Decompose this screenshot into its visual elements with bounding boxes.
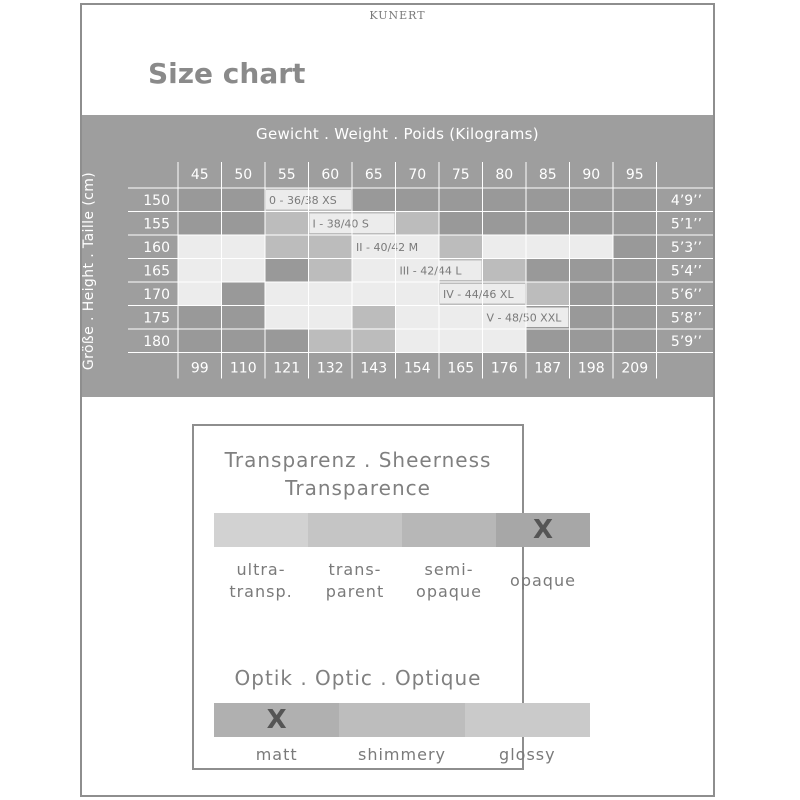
grid-cell xyxy=(265,259,309,283)
label-line: ultra- xyxy=(236,560,286,579)
grid-cell xyxy=(483,329,527,353)
grid-cell xyxy=(570,306,614,330)
weight-top-label: 65 xyxy=(364,167,383,183)
grid-cell xyxy=(613,235,657,259)
weight-top-label: 90 xyxy=(582,167,601,183)
height-ft-label: 5’8’’ xyxy=(670,310,703,327)
size-label-1: I - 38/40 S xyxy=(312,217,369,231)
grid-cell xyxy=(526,329,570,353)
height-ft-label: 5’6’’ xyxy=(670,286,703,303)
grid-cell xyxy=(570,259,614,283)
optic-scale-segment xyxy=(465,703,590,737)
grid-cell xyxy=(396,329,440,353)
grid-cell xyxy=(265,282,309,306)
weight-top-label: 45 xyxy=(190,167,209,183)
grid-cell xyxy=(570,282,614,306)
height-cm-label: 175 xyxy=(143,310,170,327)
height-cm-label: 170 xyxy=(143,286,170,303)
grid-cell xyxy=(178,212,222,236)
sheer-labels-item xyxy=(214,559,308,603)
grid-cell xyxy=(265,212,309,236)
label-line: semi- xyxy=(424,560,474,579)
size-label-4: IV - 44/46 XL xyxy=(443,287,514,301)
grid-cell xyxy=(483,259,527,283)
grid-cell xyxy=(309,235,353,259)
weight-top-label: 80 xyxy=(495,167,514,183)
optic-title: Optik . Optic . Optique xyxy=(234,666,482,690)
height-ft-label: 5’3’’ xyxy=(670,239,703,256)
weight-bottom-label: 99 xyxy=(190,360,209,377)
weight-top-label: 50 xyxy=(234,167,253,183)
optic-scale xyxy=(214,703,590,737)
grid-cell xyxy=(483,212,527,236)
height-ft-label: 4’9’’ xyxy=(670,192,703,209)
grid-cell xyxy=(309,259,353,283)
grid-cell xyxy=(526,188,570,212)
sheerness-scale xyxy=(214,513,590,547)
grid-cell xyxy=(613,188,657,212)
grid-cell xyxy=(265,329,309,353)
sheer-labels-item xyxy=(402,559,496,603)
weight-top-label: 95 xyxy=(625,167,644,183)
weight-bottom-label: 198 xyxy=(577,360,605,377)
sheer-scale-segment xyxy=(402,513,496,547)
grid-cell xyxy=(613,212,657,236)
height-axis-title: Größe . Height . Taille (cm) xyxy=(81,171,97,371)
grid-cell xyxy=(222,329,266,353)
weight-bottom-label: 165 xyxy=(447,360,475,377)
grid-cell xyxy=(613,306,657,330)
weight-axis-title: Gewicht . Weight . Poids (Kilograms) xyxy=(256,125,539,143)
grid-cell xyxy=(439,188,483,212)
weight-bottom-label: 143 xyxy=(360,360,388,377)
grid-cell xyxy=(570,329,614,353)
weight-top-label: 70 xyxy=(408,167,427,183)
sheer-labels-item xyxy=(496,570,590,592)
brand-logo: KUNERT xyxy=(369,9,426,22)
weight-bottom-label: 110 xyxy=(229,360,257,377)
grid-cell xyxy=(222,212,266,236)
sheer-scale-segment xyxy=(214,513,308,547)
grid-cell xyxy=(526,235,570,259)
size-label-2: II - 40/42 M xyxy=(356,240,419,254)
grid-cell xyxy=(483,235,527,259)
grid-cell xyxy=(178,282,222,306)
height-ft-label: 5’9’’ xyxy=(670,333,703,350)
optic-labels-item: shimmery xyxy=(358,745,446,764)
weight-bottom-label: 154 xyxy=(403,360,431,377)
grid-cell xyxy=(613,259,657,283)
grid-cell xyxy=(352,188,396,212)
optic-scale-segment xyxy=(339,703,464,737)
optic-labels-item: glossy xyxy=(499,745,556,764)
sheer-scale-segment xyxy=(496,513,590,547)
grid-cell xyxy=(178,329,222,353)
height-cm-label: 165 xyxy=(143,263,170,280)
grid-cell xyxy=(178,188,222,212)
size-label-5: V - 48/50 XXL xyxy=(486,311,562,325)
label-line: opaque xyxy=(510,571,576,590)
grid-cell xyxy=(526,212,570,236)
grid-cell xyxy=(613,282,657,306)
grid-cell xyxy=(222,235,266,259)
grid-cell xyxy=(439,306,483,330)
grid-cell xyxy=(570,212,614,236)
grid-cell xyxy=(396,306,440,330)
selected-mark-icon: X xyxy=(266,705,287,735)
size-label-3: III - 42/44 L xyxy=(399,264,462,278)
height-cm-label: 180 xyxy=(143,333,170,350)
grid-cell xyxy=(352,306,396,330)
sheerness-subtitle: Transparence xyxy=(285,476,431,500)
sheerness-title: Transparenz . Sheerness xyxy=(224,448,492,472)
weight-top-label: 85 xyxy=(538,167,557,183)
grid-cell xyxy=(396,282,440,306)
grid-cell xyxy=(439,329,483,353)
grid-cell xyxy=(222,259,266,283)
grid-cell xyxy=(396,188,440,212)
optic-labels-item: matt xyxy=(255,745,298,764)
selected-mark-icon: X xyxy=(532,515,554,545)
grid-cell xyxy=(483,188,527,212)
grid-cell xyxy=(222,306,266,330)
sheer-labels-item xyxy=(308,559,402,603)
weight-top-label: 60 xyxy=(321,167,340,183)
size-chart-card xyxy=(80,3,715,797)
label-line: parent xyxy=(325,582,385,601)
grid-cell xyxy=(309,306,353,330)
grid-cell xyxy=(439,235,483,259)
grid-cell xyxy=(352,259,396,283)
grid-cell xyxy=(570,235,614,259)
page-title: Size chart xyxy=(148,57,306,90)
height-cm-label: 160 xyxy=(143,239,170,256)
height-cm-label: 150 xyxy=(143,192,170,209)
height-cm-label: 155 xyxy=(143,216,170,233)
grid-cell xyxy=(570,188,614,212)
sheer-scale-segment xyxy=(308,513,402,547)
weight-bottom-label: 121 xyxy=(273,360,301,377)
height-ft-label: 5’4’’ xyxy=(670,263,703,280)
grid-cell xyxy=(265,306,309,330)
grid-cell xyxy=(396,212,440,236)
grid-cell xyxy=(352,329,396,353)
label-line: transp. xyxy=(229,582,293,601)
grid-cell xyxy=(309,282,353,306)
weight-top-label: 55 xyxy=(277,167,296,183)
weight-bottom-label: 209 xyxy=(621,360,649,377)
grid-cell xyxy=(352,282,396,306)
weight-bottom-label: 187 xyxy=(534,360,562,377)
grid-cell xyxy=(526,282,570,306)
optic-scale-segment xyxy=(214,703,339,737)
grid-cell xyxy=(613,329,657,353)
grid-cell xyxy=(439,212,483,236)
weight-bottom-label: 176 xyxy=(490,360,518,377)
weight-bottom-label: 132 xyxy=(316,360,344,377)
grid-cell xyxy=(526,259,570,283)
size-label-0: 0 - 36/38 XS xyxy=(269,193,337,207)
grid-cell xyxy=(178,235,222,259)
fabric-properties-box xyxy=(192,424,576,770)
weight-top-label: 75 xyxy=(451,167,470,183)
grid-cell xyxy=(309,329,353,353)
label-line: trans- xyxy=(328,560,382,579)
grid-cell xyxy=(222,282,266,306)
label-line: opaque xyxy=(416,582,482,601)
height-ft-label: 5’1’’ xyxy=(670,216,703,233)
grid-cell xyxy=(178,306,222,330)
grid-cell xyxy=(265,235,309,259)
grid-cell xyxy=(222,188,266,212)
grid-cell xyxy=(178,259,222,283)
